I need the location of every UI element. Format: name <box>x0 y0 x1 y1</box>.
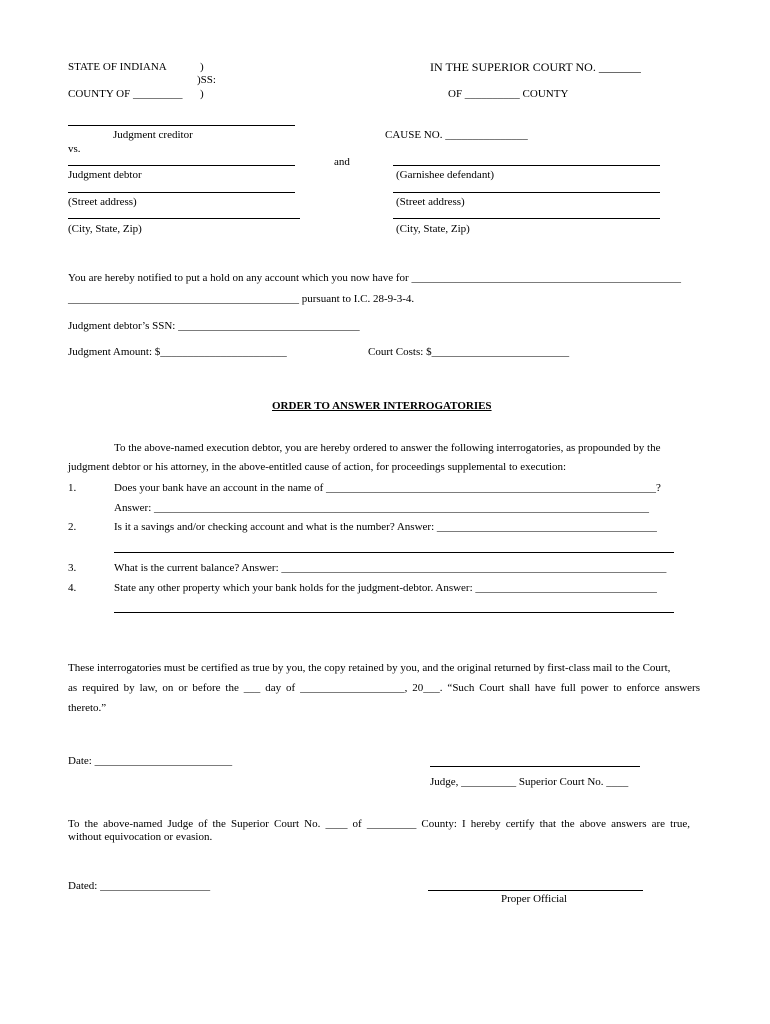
city-right-line <box>393 218 660 219</box>
item-1-answer: Answer: __________________________________________________________________________________________ <box>114 502 650 514</box>
item-2-num: 2. <box>68 521 77 533</box>
debtor-line <box>68 165 295 166</box>
item-4-answer-line <box>114 612 674 613</box>
item-4-num: 4. <box>68 582 77 594</box>
notice-line-2: __________________________________________ pursuant to I.C. 28-9-3-4. <box>68 293 415 305</box>
street-right-line <box>393 192 660 193</box>
city-left-label: (City, State, Zip) <box>68 223 142 235</box>
judgment-debtor-label: Judgment debtor <box>68 169 142 181</box>
garnishee-line <box>393 165 660 166</box>
order-title: ORDER TO ANSWER INTERROGATORIES <box>272 400 492 412</box>
item-3-num: 3. <box>68 562 77 574</box>
order-intro-2: judgment debtor or his attorney, in the above-entitled cause of action, for proceedings supplemental to execution: <box>68 461 567 473</box>
date-field: Date: _________________________ <box>68 755 233 767</box>
court-costs: Court Costs: $_________________________ <box>368 346 570 358</box>
city-right-label: (City, State, Zip) <box>396 223 470 235</box>
item-1-num: 1. <box>68 482 77 494</box>
proper-official-label: Proper Official <box>501 893 568 905</box>
item-2-answer-line <box>114 552 674 553</box>
officer-line-1: To the above-named Judge of the Superior Court No. ____ of _________ County: I hereby certify that the above answers are true, <box>68 818 690 830</box>
ssn-field: Judgment debtor’s SSN: _________________________________ <box>68 320 360 332</box>
paren-2: ) <box>200 88 204 100</box>
garnishee-label: (Garnishee defendant) <box>396 169 495 181</box>
street-left-line <box>68 192 295 193</box>
judgment-amount: Judgment Amount: $_______________________ <box>68 346 287 358</box>
judge-signature-line <box>430 766 640 767</box>
city-left-line <box>68 218 300 219</box>
judge-label: Judge, __________ Superior Court No. ____ <box>430 776 629 788</box>
notice-line-1: You are hereby notified to put a hold on any account which you now have for _________________________________________________ <box>68 272 681 284</box>
official-signature-line <box>428 890 643 891</box>
street-right-label: (Street address) <box>396 196 465 208</box>
item-3-text: What is the current balance? Answer: ______________________________________________________________________ <box>114 562 667 574</box>
dated-field: Dated: ____________________ <box>68 880 211 892</box>
judgment-creditor-label: Judgment creditor <box>113 129 193 141</box>
item-1-text: Does your bank have an account in the name of ____________________________________________________________? <box>114 482 661 494</box>
certify-line-1: These interrogatories must be certified as true by you, the copy retained by you, and the original returned by first-class mail to the Court, <box>68 662 671 674</box>
street-left-label: (Street address) <box>68 196 137 208</box>
order-intro-1: To the above-named execution debtor, you are hereby ordered to answer the following interrogatories, as propounded by the <box>114 442 661 454</box>
ss-label: )SS: <box>197 74 216 86</box>
certify-line-3: thereto.” <box>68 702 107 714</box>
court-title: IN THE SUPERIOR COURT NO. _______ <box>430 60 641 74</box>
paren-1: ) <box>200 61 204 73</box>
state-label: STATE OF INDIANA <box>68 61 167 73</box>
and-label: and <box>334 156 350 168</box>
officer-line-2: without equivocation or evasion. <box>68 831 213 843</box>
vs-label: vs. <box>68 143 81 155</box>
item-4-text: State any other property which your bank holds for the judgment-debtor. Answer: _________________________________ <box>114 582 657 594</box>
cause-no: CAUSE NO. _______________ <box>385 129 528 141</box>
of-county: OF __________ COUNTY <box>448 88 569 100</box>
certify-line-2: as required by law, on or before the ___ day of ___________________, 20___. “Such Court shall have full power to enforce answers <box>68 682 700 694</box>
creditor-line <box>68 125 295 126</box>
item-2-text: Is it a savings and/or checking account and what is the number? Answer: ________________________________________ <box>114 521 657 533</box>
county-label: COUNTY OF _________ <box>68 88 183 100</box>
